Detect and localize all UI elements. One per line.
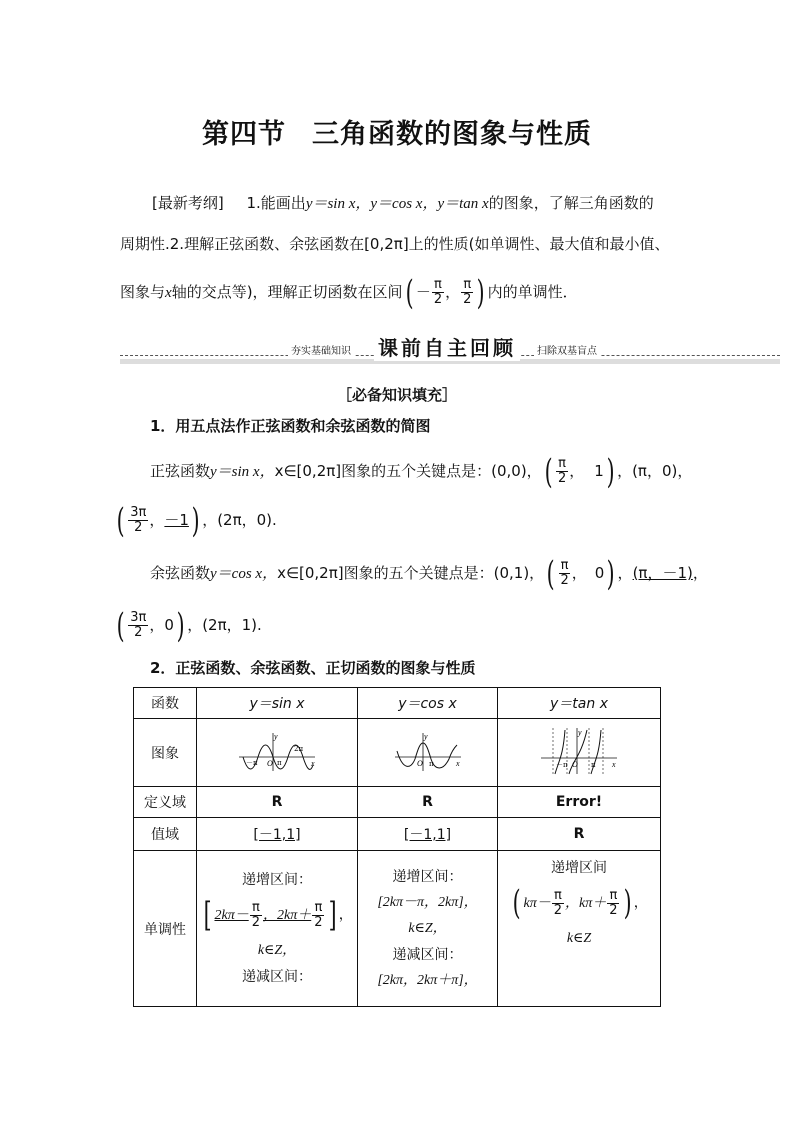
cos-keypoints-line-2: ( $\frac{3\pi}{2}$ ，0) ，(2π，1). [116,605,262,646]
sin-graph-svg [237,729,317,773]
cos-range: [－1,1] [358,818,498,851]
tan-range: R [498,818,661,851]
knowledge-subhead: ［必备知识填充］ [336,386,457,404]
banner-center-text: 课前自主回顾 [374,332,520,361]
table-row-header [134,688,661,719]
svg-text:y: y [578,727,582,737]
section-1-heading: 1．用五点法作正弦函数和余弦函数的简图 [150,417,431,435]
svg-text:π: π [277,758,282,767]
sin-graph [197,719,358,787]
svg-text:π: π [428,759,434,768]
header-tan: y＝tan x [498,688,661,719]
cos-graph-svg [393,729,463,773]
svg-text:y: y [423,731,428,741]
fraction-pi-over-2: $\frac{\pi}{2}$ [463,277,472,307]
sin-range: [－1,1] [197,818,358,851]
banner-left-text: 夯实基础知识 [288,342,354,357]
svg-text:x: x [455,758,460,768]
row-label-monotonicity: 单调性 [134,851,197,1007]
svg-text:O: O [416,758,423,768]
banner-right-text: 扫除双基盲点 [534,342,600,357]
tan-graph-svg [539,726,619,776]
table-row-graph [134,719,661,787]
page-title: 第四节 三角函数的图象与性质 [202,119,592,150]
svg-text:π: π [591,760,596,769]
svg-text:O: O [572,759,578,769]
cos-monotonicity: 递增区间： [2kπ－π，2kπ]， k∈Z， 递减区间： [2kπ，2kπ＋π]， [358,851,498,1007]
row-label-graph: 图象 [134,719,197,787]
header-cos: y＝cos x [358,688,498,719]
sin-keypoints-line-1: 正弦函数y＝sin x，x∈[0,2π]图象的五个关键点是：(0,0)，( $\frac{\pi}{2}$ ， 1) ，(π，0)， [150,451,693,492]
svg-text:x: x [612,759,616,769]
cos-graph [358,719,498,787]
section-banner [120,332,780,362]
table-row-range [134,818,661,851]
svg-text:2π: 2π [294,744,304,753]
svg-text:－π: －π [246,758,258,767]
table-row-domain [134,787,661,818]
row-label-domain: 定义域 [134,787,197,818]
sin-keypoints-line-2: ( $\frac{3\pi}{2}$ ，－1) ，(2π，0). [116,500,277,541]
sin-domain: R [197,787,358,818]
tan-domain: Error! [498,787,661,818]
syllabus-line-2: 周期性.2.理解正弦函数、余弦函数在[0,2π]上的性质(如单调性、最大值和最小值、 [120,235,670,253]
table-row-monotonicity [134,851,661,1007]
tan-monotonicity: 递增区间 ( kπ－ $\frac{\pi}{2}$ ，kπ＋ $\frac{\pi}{2}$ ) ， k∈Z [498,851,661,1007]
svg-text:O: O [267,758,273,768]
cos-keypoints-line-1: 余弦函数y＝cos x，x∈[0,2π]图象的五个关键点是：(0,1)，( $\frac{\pi}{2}$ ， 0) ，(π，－1)， [150,553,708,594]
header-sin: y＝sin x [197,688,358,719]
svg-text:y: y [274,731,278,741]
header-function: 函数 [134,688,197,719]
svg-text:－π: －π [556,760,568,769]
tan-graph [498,719,661,787]
sin-monotonicity: 递增区间： [ 2kπ－ $\frac{\pi}{2}$ ，2kπ＋ $\frac{\pi}{2}$ ] ， k∈Z， 递减区间： [197,851,358,1007]
fraction-pi-over-2: $\frac{\pi}{2}$ [433,277,443,307]
syllabus-line-3: 图象与x轴的交点等)，理解正切函数在区间( － $\frac{\pi}{2}$ ， $\frac{\pi}{2}$ ) 内的单调性． [120,272,578,313]
section-2-heading: 2．正弦函数、余弦函数、正切函数的图象与性质 [150,659,476,677]
syllabus-line-1: [最新考纲] 1.能画出y＝sin x，y＝cos x，y＝tan x的图象，了解三角函数的 [152,194,654,212]
row-label-range: 值域 [134,818,197,851]
trig-properties-table [133,687,661,1007]
svg-text:x: x [311,758,315,768]
cos-domain: R [358,787,498,818]
